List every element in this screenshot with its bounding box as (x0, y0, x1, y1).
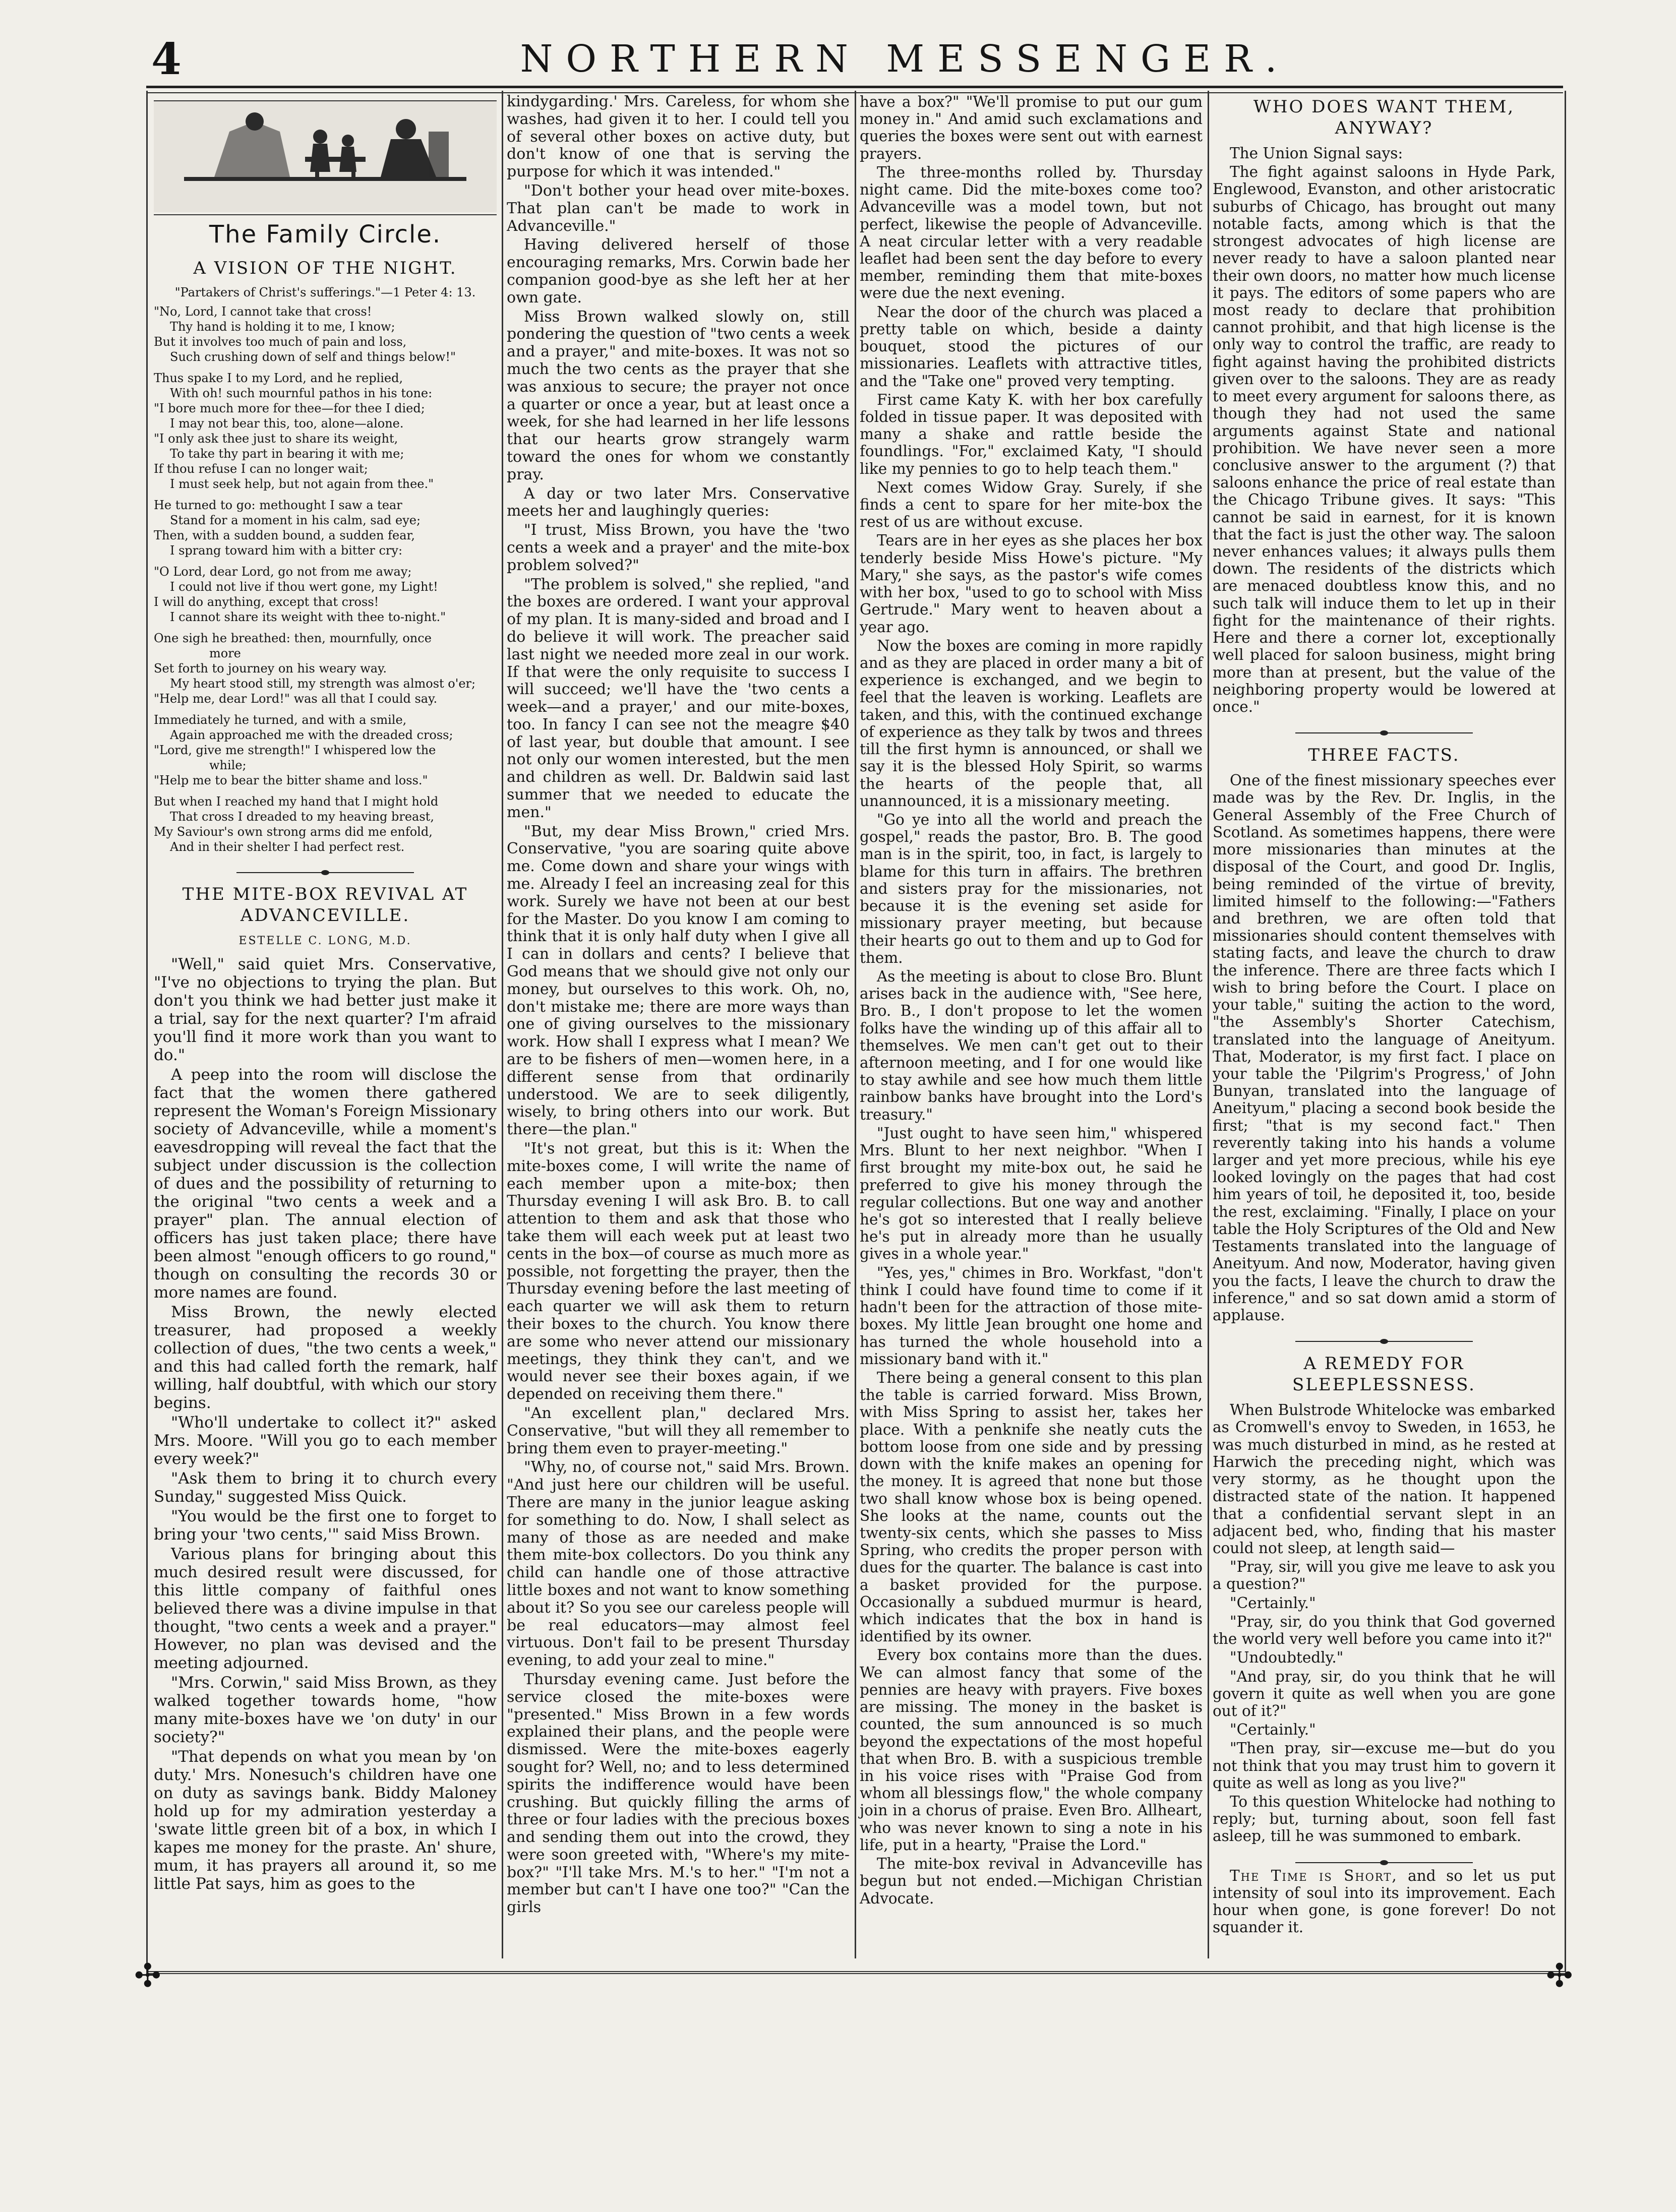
paragraph: "That depends on what you mean by 'on duty.' Mrs. Nonesuch's children have one on duty as savings bank. Biddy Maloney hold up for my admiration yesterday a 'swate little green bit of a box, in which I kapes me money for the praste. An' shure, mum, it has prayers all around it, so me little Pat says, him as goes to the (154, 1748, 497, 1893)
who-does-body: The fight against saloons in Hyde Park, Englewood, Evanston, and other aristocratic suburbs of Chicago, has brought out many notable facts, among which is that the strongest advocates of high license are never ready to have a saloon planted near their own doors, no matter how much license it pays. The editors of some papers who are most ready to declare that prohibition cannot prohibit, and that high license is the only way to control the traffic, are ready to fight against having the prohibited districts given over to the saloons. They are as ready to meet every argument for saloons there, as though they had not used the same arguments against State and national prohibition. We have never seen a more conclusive answer to the argument (?) that saloons enhance the price of real estate than the Chicago Tribune gives. It says: "This cannot be said in earnest, for it is known that the fact is just the other way. The saloon never enhances values; it always pulls them down. The residents of the districts which are menaced doubtless know this, and no such talk will induce them to let up in their fight for the maintenance of their rights. Here and there a corner lot, exceptionally well placed for saloon business, might bring more than at present, but the value of the neighboring property would be lowered at once." (1213, 163, 1555, 715)
who-does-intro: The Union Signal says: (1230, 145, 1403, 162)
paragraph: The three-months rolled by. Thursday night came. Did the mite-boxes come too? Advanceville was a model town, but not perfect, likewise the people of Advanceville. A neat circular letter with a very readable leaflet had been sent the day before to every member, reminding them that mite-boxes were due the next evening. (860, 163, 1203, 302)
poem-line: Stand for a moment in his calm, sad eye; (170, 513, 421, 527)
paragraph: have a box?" "We'll promise to put our gum money in." And amid such exclamations and queries the boxes were sent out with earnest prayers. (860, 93, 1203, 162)
poem-line: Thy hand is holding it to me, I know; (170, 320, 395, 334)
three-facts-title: THREE FACTS. (1308, 745, 1460, 766)
family-circle-illustration (154, 100, 497, 215)
poem-line: more (209, 646, 241, 660)
poem-line: while; (209, 758, 247, 772)
column-4 (1213, 93, 1555, 1938)
poem-epigraph: "Partakers of Christ's sufferings."—1 Peter 4: 13. (174, 285, 476, 299)
paragraph: "Why, no, of course not," said Mrs. Brown. "And just here our children will be useful. There are many in the junior league asking for something to do. Now, I shall select as many of those as are needed and make them mite-box collectors. Do you think any child can handle one of those attractive little boxes and not want to know something about it? So you see our careless people will be real educators—may almost feel virtuous. Don't fail to be present Thursday evening, to add your zeal to mine." (507, 1458, 850, 1670)
paragraph: "Don't bother your head over mite-boxes. That plan can't be made to work in Advanceville." (507, 181, 850, 235)
paragraph: Having delivered herself of those encouraging remarks, Mrs. Corwin bade her companion good-bye as she left her at her own gate. (507, 236, 850, 306)
poem-line: Thus spake I to my Lord, and he replied, (154, 371, 403, 385)
poem-line: My Saviour's own strong arms did me enfold, (154, 825, 433, 839)
column-1 (154, 93, 497, 1894)
paragraph: "I trust, Miss Brown, you have the 'two cents a week and a prayer' and the mite-box problem solved?" (507, 521, 850, 574)
paragraph: "Pray, sir, will you give me leave to ask you a question?" (1213, 1558, 1555, 1593)
who-does-title: WHO DOES WANT THEM, ANYWAY? (1253, 97, 1515, 138)
mite-box-byline: ESTELLE C. LONG, M.D. (238, 935, 412, 947)
paragraph: First came Katy K. with her box carefully folded in tissue paper. It was deposited with many a shake and rattle beside the foundlings. "For," exclaimed Katy, "I should like my pennies to go to help teach them." (860, 391, 1203, 477)
poem-line: And in their shelter I had perfect rest. (170, 840, 405, 854)
poem-line: With oh! such mournful pathos in his tone: (170, 386, 433, 400)
poem-line: He turned to go: methought I saw a tear (154, 498, 402, 512)
poem-line: I cannot share its weight with thee to-night." (170, 610, 446, 624)
paragraph: "An excellent plan," declared Mrs. Conservative, "but will they all remember to bring them even to prayer-meeting." (507, 1404, 850, 1457)
poem-stanza (154, 304, 497, 364)
paragraph: "It's not great, but this is it: When the mite-boxes come, I will write the name of each member upon a mite-box; then Thursday evening I will ask Bro. B. to call attention to them and ask that those who take them will each week put at least two cents in the box—of course as much more as possible, not forgetting the prayer, then the Thursday evening before the last meeting of each quarter we will ask them to return their boxes to the church. You know there are some who never attend our missionary meetings, they think they can't, and we would never see their boxes again, if we depended on receiving them there." (507, 1140, 850, 1403)
poem-stanza (154, 371, 497, 491)
poem-line: To take thy part in bearing it with me; (170, 447, 404, 461)
poem-line: But it involves too much of pain and loss, (154, 335, 407, 349)
family-reading-icon (154, 101, 497, 212)
poem-line: "O Lord, dear Lord, go not from me away; (154, 565, 412, 579)
paragraph: Now the boxes are coming in more rapidly and as they are placed in order many a bit of experience is exchanged, and we begin to feel that the leaven is working. Leaflets are taken, and this, with the continued exchange of experience as they talk by twos and threes till the first hymn is announced, or shall we say it is the blessed Holy Spirit, so warms the hearts of the people that, all unannounced, it is a missionary meeting. (860, 637, 1203, 810)
remedy-title: A REMEDY FOR SLEEPLESSNESS. (1292, 1354, 1476, 1395)
paragraph: A day or two later Mrs. Conservative meets her and laughingly queries: (507, 484, 850, 520)
paragraph: Miss Brown walked slowly on, still pondering the question of "two cents a week and a prayer," and mite-boxes. It was not so much the two cents as the prayer that she was anxious to secure; the prayer not once a quarter or once a year, but at least once a week, for she had learned in her life lessons that our hearts grow strangely warm toward the ones for whom we constantly pray. (507, 308, 850, 483)
paragraph: "Ask them to bring it to church every Sunday," suggested Miss Quick. (154, 1469, 497, 1506)
paragraph: Various plans for bringing about this much desired result were discussed, for this little company of faithful ones believed there was a divine impulse in that thought, "two cents a week and a prayer." However, no plan was devised and the meeting adjourned. (154, 1545, 497, 1672)
poem-line: My heart stood still, my strength was almost o'er; (170, 677, 476, 691)
poem-line: "Help me, dear Lord!" was all that I could say. (154, 692, 438, 706)
paragraph: kindygarding.' Mrs. Careless, for whom she washes, had given it to her. I could tell you of several other boxes on active duty, but don't know of one that is serving the purpose for which it was intended." (507, 93, 850, 181)
vision-title: A VISION OF THE NIGHT. (193, 258, 457, 278)
corner-ornament-icon: ✣ (1546, 1957, 1573, 1995)
poem-stanza (154, 564, 497, 625)
paragraph: "Who'll undertake to collect it?" asked Mrs. Moore. "Will you go to each member every week?" (154, 1414, 497, 1468)
paragraph: "Then pray, sir—excuse me—but do you not think that you may trust him to govern it quite as well as long as you live?" (1213, 1740, 1555, 1792)
paragraph: "Go ye into all the world and preach the gospel," reads the pastor, Bro. B. The good man is in the spirit, too, in fact, is largely to blame for this turn in affairs. The brethren and sisters pray for the missionaries, not because it is the evening set aside for missionary prayer meeting, but because their hearts go out to them and up to God for them. (860, 811, 1203, 966)
poem-line: That cross I dreaded to my heaving breast, (170, 810, 434, 824)
paragraph: "Mrs. Corwin," said Miss Brown, as they walked together towards home, "how many mite-boxes have we 'on duty' in our society?" (154, 1674, 497, 1746)
column-2 (507, 93, 850, 1918)
paragraph: "Certainly." (1230, 1594, 1316, 1612)
section-divider (1213, 723, 1555, 733)
time-short-paragraph (1213, 1867, 1555, 1936)
paragraph: Near the door of the church was placed a pretty table on which, beside a dainty bouquet, stood the pictures of our missionaries. Leaflets with attractive titles, and the "Take one" proved very tempting. (860, 303, 1203, 390)
poem-line: Immediately he turned, and with a smile, (154, 713, 407, 727)
section-divider (1213, 1853, 1555, 1863)
paragraph: "Just ought to have seen him," whispered Mrs. Blunt to her next neighbor. "When I first brought my mite-box out, he said he preferred to give his money through the regular collections. But one way and another he's got so interested that I really believe he's put in already more than he usually gives in a whole year." (860, 1124, 1203, 1263)
paragraph: As the meeting is about to close Bro. Blunt arises back in the audience with, "See here, Bro. B., I don't propose to let the women folks have the winding up of this affair all to themselves. We men can't get out to their afternoon meeting, and I for one would like to stay awhile and see how much them little rainbow banks have brought into the Lord's treasury." (860, 967, 1203, 1123)
poem-stanza (154, 631, 497, 706)
paragraph: Thursday evening came. Just before the service closed the mite-boxes were "presented." Miss Brown in a few words explained their plans, and the people were dismissed. Were the mite-boxes eagerly sought for? Well, no; and to less determined spirits the indifference would have been crushing. But quickly filling the arms of three or four ladies with the precious boxes and sending them out into the crowd, they were soon greeted with, "Where's my mite-box?" "I'll take Mrs. M.'s to her." "I'm not a member but can't I have one too?" "Can the girls (507, 1670, 850, 1917)
paragraph: "Pray, sir, do you think that God governed the world very well before you came into it?" (1213, 1613, 1555, 1648)
poem-line: "No, Lord, I cannot take that cross! (154, 304, 372, 319)
paragraph: "And pray, sir, do you think that he will govern it quite as well when you are gone out of it?" (1213, 1668, 1555, 1719)
paragraph: Tears are in her eyes as she places her box tenderly beside Miss Howe's picture. "My Mary," she says, as the pastor's wife comes with her box, "used to go to school with Miss Gertrude." Mary went to heaven about a year ago. (860, 532, 1203, 636)
paragraph: A peep into the room will disclose the fact that the women there gathered represent the Woman's Foreign Missionary society of Advanceville, while a moment's eavesdropping will reveal the fact that the subject under discussion is the collection of dues and the possibility of returning to the original "two cents a week and a prayer" plan. The annual election of officers has just taken place; there have been almost "enough officers to go round," though on consulting the records 30 or more names are found. (154, 1066, 497, 1302)
column-3 (860, 93, 1203, 1909)
column-rule (1208, 91, 1209, 1958)
paragraph: "Yes, yes," chimes in Bro. Workfast, "don't think I could have found time to come if it hadn't been for the attraction of those mite-boxes. My little Jean brought one home and has turned the whole household into a missionary band with it." (860, 1264, 1203, 1368)
paragraph: Next comes Widow Gray. Surely, if she finds a cent to spare for her mite-box the rest of us are without excuse. (860, 478, 1203, 531)
poem-line: I may not bear this, too, alone—alone. (170, 416, 404, 431)
poem-stanza (154, 794, 497, 854)
three-facts-body: One of the finest missionary speeches ever made was by the Rev. Dr. Inglis, in the General Assembly of the Free Church of Scotland. As sometimes happens, there were more missionaries than minutes at the disposal of the Court, and good Dr. Inglis, being reminded of the virtue of brevity, limited himself to the following:—"Fathers and brethren, we are often told that missionaries should content themselves with stating facts, and leave the church to draw the inference. There are three facts which I wish to bring before the Court. I place on your table," suiting the action to the word, "the Assembly's Shorter Catechism, translated into the language of Aneityum. That, Moderator, is my first fact. I place on your table the 'Pilgrim's Progress,' of John Bunyan, translated into the language of Aneityum," placing a second book beside the first; "that is my second fact." Then reverently taking into his hands a volume larger and yet more precious, while his eye looked lovingly on the pages that had cost him years of toil, he deposited it, too, beside the rest, exclaiming. "Finally, I place on your table the Holy Scriptures of the Old and New Testaments translated into the language of Aneityum. And now, Moderator, having given you the facts, I leave the church to draw the inference," and so sat down amid a storm of applause. (1213, 772, 1555, 1324)
paragraph: To this question Whitelocke had nothing to reply; but, turning about, soon fell fast asleep, till he was summoned to embark. (1213, 1793, 1555, 1845)
section-divider (154, 863, 497, 873)
paragraph: When Bulstrode Whitelocke was embarked as Cromwell's envoy to Sweden, in 1653, he was much disturbed in mind, as he rested at Harwich the preceding night, which was very stormy, as he thought upon the distracted state of the nation. It happened that a confidential servant slept in an adjacent bed, who, finding that his master could not sleep, at length said— (1213, 1401, 1555, 1557)
poem-line: I could not live if thou wert gone, my Light! (170, 580, 438, 594)
section-divider (1213, 1332, 1555, 1342)
poem-line: Such crushing down of self and things below!" (170, 350, 456, 364)
page-number: 4 (151, 34, 182, 85)
corner-ornament-icon: ✣ (134, 1957, 161, 1995)
poem-line: "I only ask thee just to share its weight, (154, 432, 398, 446)
poem-line: I must seek help, but not again from thee." (170, 477, 434, 491)
poem-line: Again approached me with the dreaded cross; (170, 728, 453, 742)
remedy-text (1213, 1401, 1555, 1845)
column-rule (502, 91, 503, 1958)
time-short-rest: and so let us put intensity of soul into its improvement. Each hour when gone, is gone forever! Do not squander it. (1213, 1867, 1555, 1936)
paragraph: "You would be the first one to forget to bring your 'two cents,'" said Miss Brown. (154, 1507, 497, 1544)
paragraph: Miss Brown, the newly elected treasurer, had proposed a weekly collection of dues, "the two cents a week," and this had called forth the remark, half willing, half doubtful, with which our story begins. (154, 1303, 497, 1412)
poem-line: I sprang toward him with a bitter cry: (170, 543, 403, 558)
family-circle-title: The Family Circle. (209, 220, 442, 249)
poem-stanza (154, 712, 497, 788)
poem-line: Then, with a sudden bound, a sudden fear, (154, 528, 415, 542)
poem-line: "I bore much more for thee—for thee I died; (154, 401, 425, 415)
poem-line: "Help me to bear the bitter shame and loss." (154, 773, 428, 787)
mite-box-title: THE MITE-BOX REVIVAL AT ADVANCEVILLE. (182, 884, 468, 926)
masthead-title: NORTHERN MESSENGER. (520, 37, 1290, 81)
vision-poem (154, 285, 497, 854)
poem-line: I will do anything, except that cross! (154, 595, 379, 609)
mite-box-text-col1 (154, 955, 497, 1893)
page-header (151, 35, 1563, 83)
poem-line: One sigh he breathed: then, mournfully, once (154, 631, 432, 645)
poem-line: "Lord, give me strength!" I whispered low the (154, 743, 436, 757)
time-short-lead: The Time is Short, (1230, 1867, 1398, 1884)
poem-line: If thou refuse I can no longer wait; (154, 462, 368, 476)
paragraph: "But, my dear Miss Brown," cried Mrs. Conservative, "you are soaring quite above me. Come down and share your wings with me. Already I feel an increasing zeal for this work. Surely we have not been at our best for the Master. Do you know I am coming to think that it is only half duty when I give all I can in dollars and cents? I believe that God means that we should give not only our money, but ourselves to this work. Oh, no, don't mistake me; there are more ways than one of giving ourselves to the missionary work. How shall I express what I mean? We are to be fishers of men—women here, in a different sense from that ordinarily understood. We are to seek diligently, wisely, to bring others into our work. But there—the plan." (507, 822, 850, 1139)
poem-line: Set forth to journey on his weary way. (154, 661, 387, 675)
paragraph: The mite-box revival in Advanceville has begun but not ended.—Michigan Christian Advocate. (860, 1855, 1203, 1907)
column-rule (855, 91, 856, 1958)
poem-stanza (154, 498, 497, 558)
paragraph: "Certainly." (1230, 1721, 1316, 1739)
poem-line: But when I reached my hand that I might hold (154, 794, 439, 809)
paragraph: "Undoubtedly." (1230, 1649, 1344, 1667)
paragraph: "Well," said quiet Mrs. Conservative, "I've no objections to trying the plan. But don't you think we had better just make it a trial, say for the next quarter? I'm afraid you'll find it more work than you want to do." (154, 955, 497, 1064)
paragraph: Every box contains more than the dues. We can almost fancy that some of the pennies are heavy with prayers. Five boxes are missing. The money in the basket is counted, the sum announced is so much beyond the expectations of the most hopeful that when Bro. B. with a suspicious tremble in his voice rises with "Praise God from whom all blessings flow," the whole company join in a chorus of praise. Even Bro. Allheart, who was never known to sing a note in his life, put in a hearty, "Praise the Lord." (860, 1646, 1203, 1854)
paragraph: "The problem is solved," she replied, "and the boxes are ordered. I want your approval of my plan. It is many-sided and broad and I do believe it will work. The preacher said last night we needed more zeal in our work. If that were the only requisite to success I will succeed; we'll have the 'two cents a week—and a prayer,' and our mite-boxes, too. In fancy I can see not the meagre $40 of last year, but double that amount. I see not only our women interested, but the men and children as well. Dr. Baldwin said last summer that we needed to educate the men." (507, 575, 850, 821)
paragraph: There being a general consent to this plan the table is carried forward. Miss Brown, with Miss Spring to assist her, takes her place. With a penknife she neatly cuts the bottom loose from one side and by pressing down with the knife makes an opening for the money. It is agreed that none but those two shall know whose box is being opened. She looks at the name, counts out the twenty-six cents, which she passes to Miss Spring, who credits the proper person with dues for the quarter. The balance is cast into a basket provided for the purpose. Occasionally a subdued murmur is heard, which indicates that the box in hand is identified by its owner. (860, 1369, 1203, 1645)
